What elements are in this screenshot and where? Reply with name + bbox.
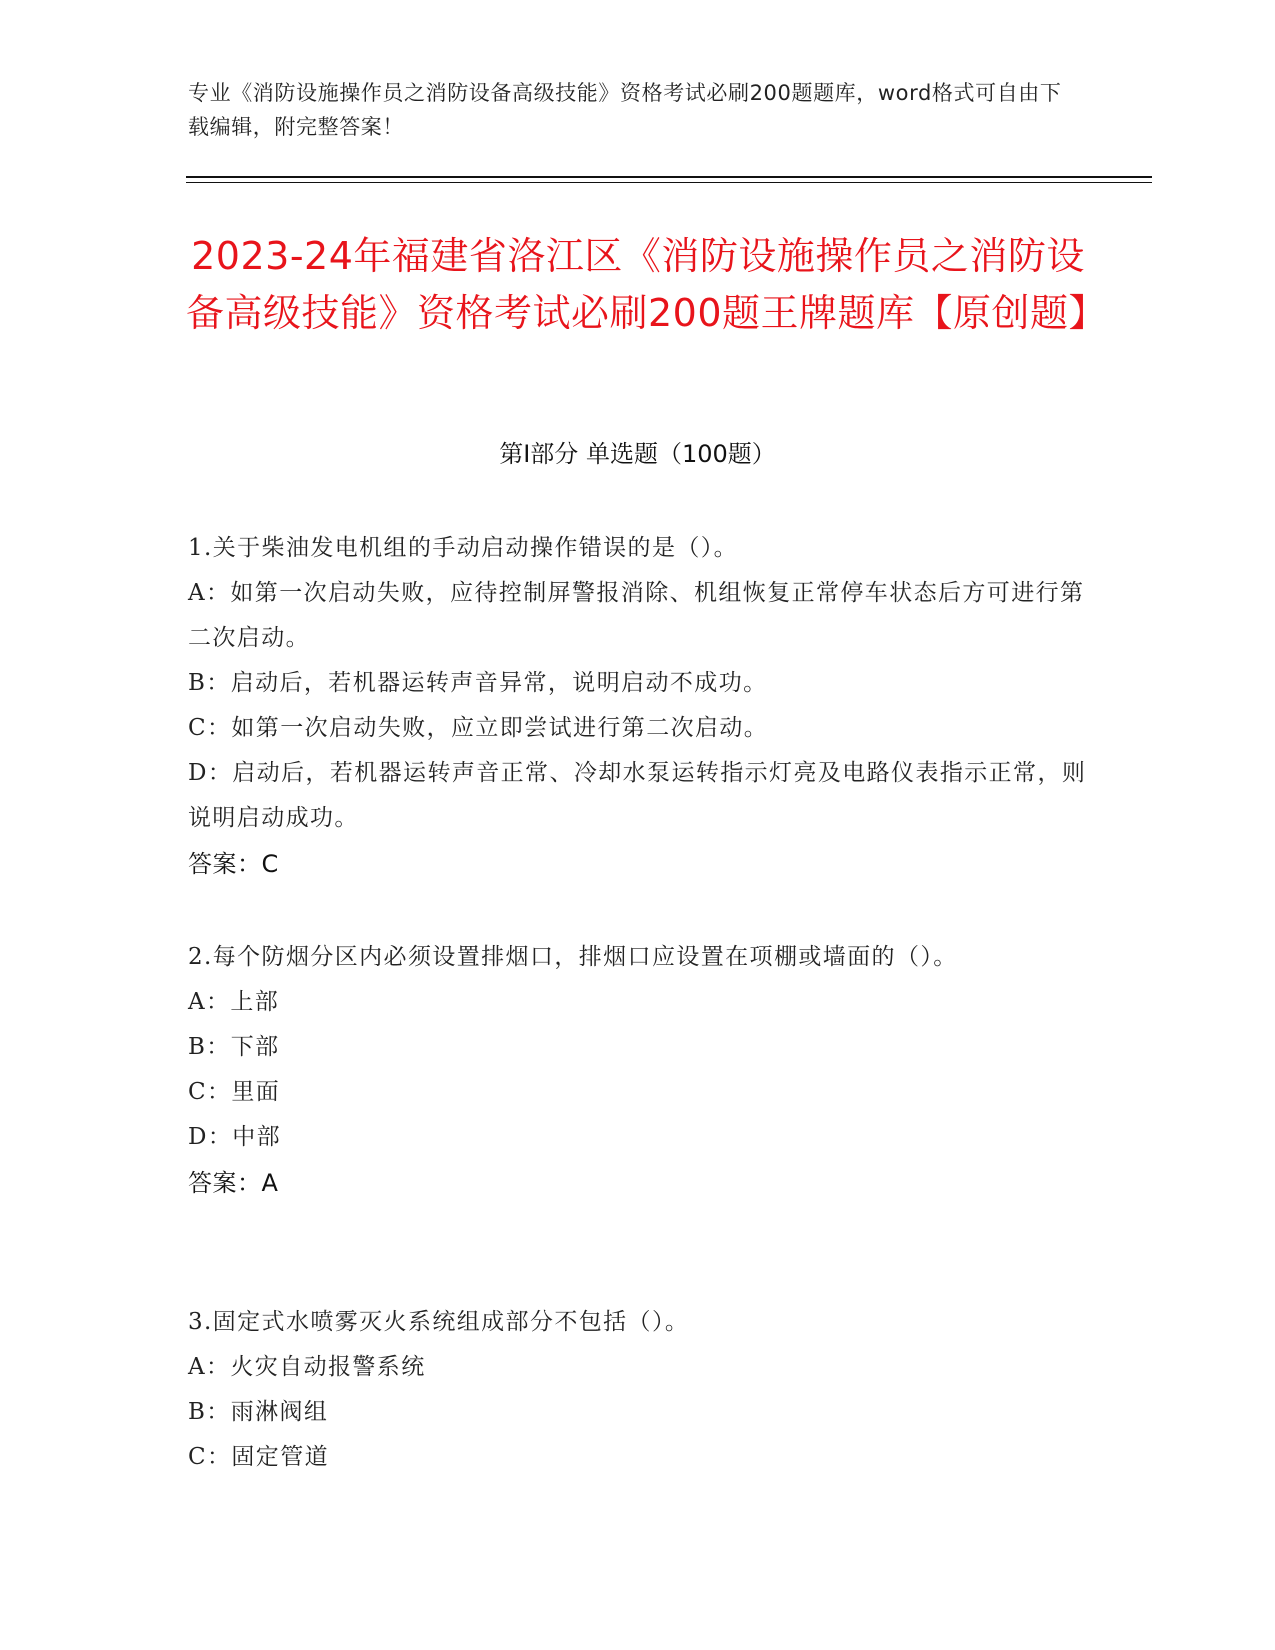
option-c: C：如第一次启动失败，应立即尝试进行第二次启动。: [188, 715, 769, 741]
option-d: D：启动后，若机器运转声音正常、冷却水泵运转指示灯亮及电路仪表指示正常，则说明启动成功。: [188, 760, 1087, 831]
header-divider: [186, 176, 1152, 178]
option-a: A：如第一次启动失败，应待控制屏警报消除、机组恢复正常停车状态后方可进行第二次启动。: [188, 580, 1085, 651]
question-stem: 1.关于柴油发电机组的手动启动操作错误的是（）。: [188, 535, 739, 561]
answer: 答案：C: [188, 850, 279, 878]
question-1: [188, 526, 1088, 887]
question-3: [188, 1300, 1088, 1480]
option-a: A：火灾自动报警系统: [188, 1354, 426, 1380]
option-d: D：中部: [188, 1124, 282, 1150]
option-b: B：启动后，若机器运转声音异常，说明启动不成功。: [188, 670, 768, 696]
header-divider-thin: [186, 182, 1152, 183]
document-title: 2023-24年福建省洛江区《消防设施操作员之消防设备高级技能》资格考试必刷200题王牌题库【原创题】: [186, 234, 1108, 335]
header-note: 专业《消防设施操作员之消防设备高级技能》资格考试必刷200题题库，word格式可自由下载编辑，附完整答案！: [188, 81, 1062, 139]
option-c: C：里面: [188, 1079, 281, 1105]
answer: 答案：A: [188, 1169, 279, 1197]
question-stem: 2.每个防烟分区内必须设置排烟口，排烟口应设置在项棚或墙面的（）。: [188, 944, 958, 970]
option-c: C：固定管道: [188, 1444, 329, 1470]
option-b: B：下部: [188, 1034, 280, 1060]
option-a: A：上部: [188, 989, 280, 1015]
question-2: [188, 935, 1088, 1206]
option-b: B：雨淋阀组: [188, 1399, 329, 1425]
question-stem: 3.固定式水喷雾灭火系统组成部分不包括（）。: [188, 1309, 690, 1335]
section-heading: 第Ⅰ部分 单选题（100题）: [499, 440, 776, 468]
